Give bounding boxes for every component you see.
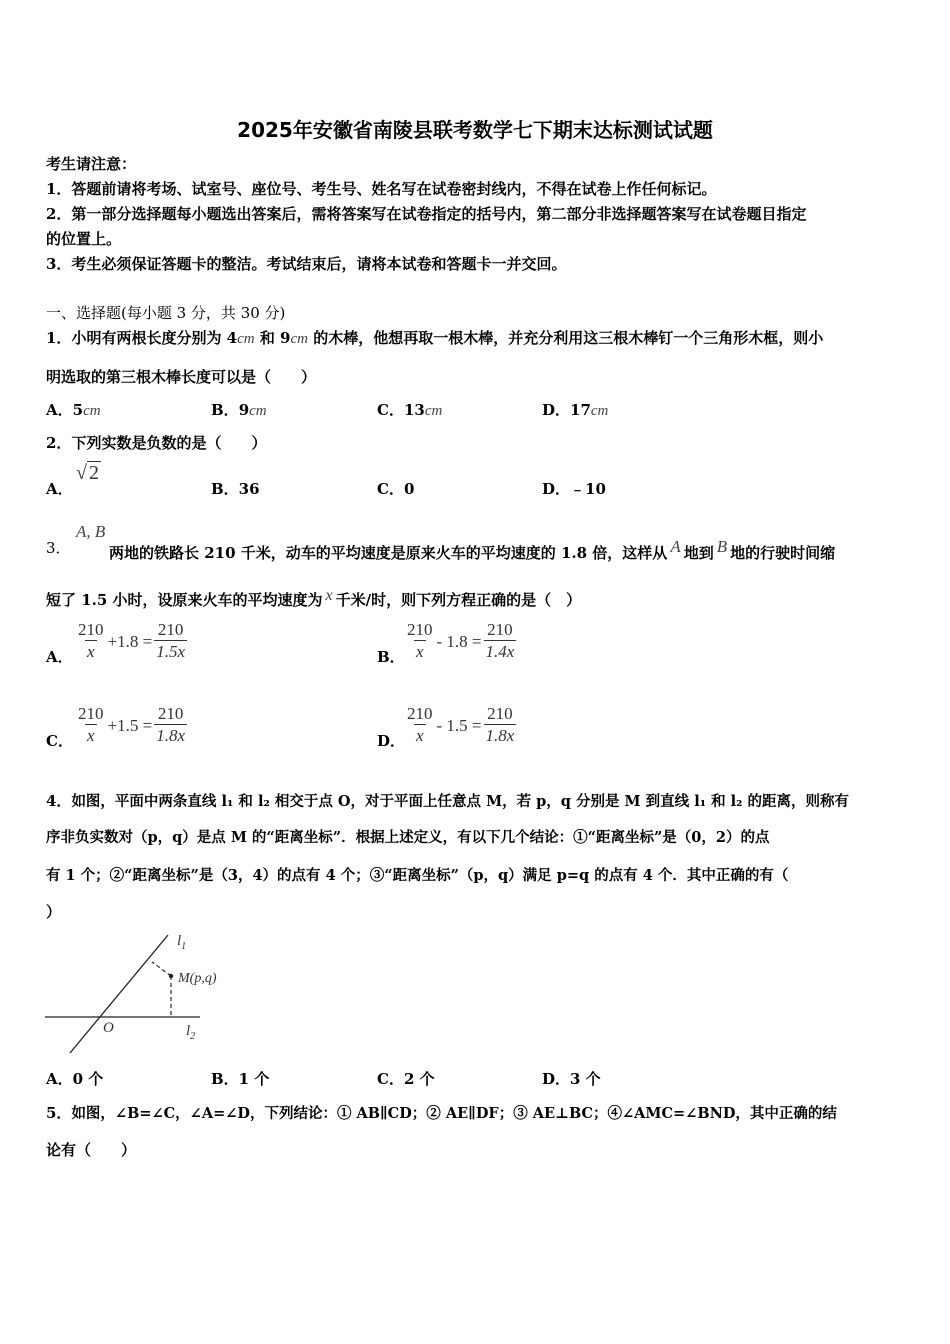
point-m	[169, 974, 173, 978]
notice-header: 考生请注意：	[46, 155, 137, 173]
question-1-line-1: 1．小明有两根长度分别为 4cm 和 9cm 的木棒，他想再取一根木棒，并充分利用这三根木棒钉一个三角形木框，则小	[46, 329, 824, 347]
q4-option-a: A．0 个	[46, 1070, 104, 1088]
q1-option-d: D．17cm	[542, 401, 609, 419]
q3-ab-label: A, B	[76, 522, 106, 541]
q1-option-b: B．9cm	[211, 401, 267, 419]
question-3-line-2: 短了 1.5 小时，设原来火车的平均速度为 x 千米/时，则下列方程正确的是（ ）	[46, 587, 582, 609]
question-4-line-1: 4．如图，平面中两条直线 l₁ 和 l₂ 相交于点 O，对于平面上任意点 M，若 p，q 分别是 M 到直线 l₁ 和 l₂ 的距离，则称有	[46, 792, 850, 810]
label-m: M(p,q)	[178, 971, 217, 986]
question-5-line-1: 5．如图，∠B=∠C，∠A=∠D，下列结论：① AB∥CD；② AE∥DF；③ AE⊥BC；④∠AMC=∠BND，其中正确的结	[46, 1104, 837, 1122]
line-l1	[70, 935, 168, 1053]
q3-option-b-label: B．	[377, 648, 405, 666]
sqrt-two: √ 2	[76, 462, 99, 484]
label-l2: $l_2$	[186, 1023, 196, 1042]
question-number: 1．	[46, 329, 72, 347]
question-5-line-2: 论有（ ）	[46, 1141, 137, 1159]
q3-option-c-label: C．	[46, 732, 73, 750]
q1-option-a: A．5cm	[46, 401, 101, 419]
question-4-line-4: ）	[46, 903, 62, 921]
label-o: O	[103, 1020, 114, 1036]
q3-option-b-equation: $\frac{210}{x}$ - 1.8 = $\frac{210}{1.4x}$	[407, 620, 515, 661]
q2-option-b: B．36	[211, 480, 260, 498]
question-4-line-3: 有 1 个；②“距离坐标”是（3，4）的点有 4 个；③“距离坐标”（p，q）满足 p=q 的点有 4 个．其中正确的有（	[46, 867, 789, 884]
q2-option-c: C．0	[377, 480, 415, 498]
q3-option-d-equation: $\frac{210}{x}$ - 1.5 = $\frac{210}{1.8x}$	[407, 704, 515, 745]
perpendicular-to-l1	[152, 962, 171, 976]
page-title: 2025年安徽省南陵县联考数学七下期末达标测试试题	[237, 118, 713, 142]
q3-option-a-label: A．	[46, 648, 73, 666]
notice-item-2: 2．第一部分选择题每小题选出答案后，需将答案写在试卷指定的括号内，第二部分非选择题答案写在试卷题目指定	[46, 205, 807, 223]
q4-option-d: D．3 个	[542, 1070, 601, 1088]
label-l1: $l_1$	[177, 933, 187, 952]
notice-item-2-cont: 的位置上。	[46, 230, 122, 248]
section-heading: 一、选择题(每小题 3 分，共 30 分)	[46, 304, 286, 322]
q2-option-d: D．﹣10	[542, 480, 606, 498]
q4-option-b: B．1 个	[211, 1070, 270, 1088]
question-4-line-2: 序非负实数对（p，q）是点 M 的“距离坐标”．根据上述定义，有以下几个结论：①“距离坐标”是（0，2）的点	[46, 829, 770, 846]
q3-option-a-equation: $\frac{210}{x}$ +1.8 = $\frac{210}{1.5x}$	[78, 620, 185, 661]
notice-item-1: 1．答题前请将考场、试室号、座位号、考生号、姓名写在试卷密封线内，不得在试卷上作任何标记。	[46, 180, 717, 198]
q3-option-d-label: D．	[377, 732, 406, 750]
question-1-line-2: 明选取的第三根木棒长度可以是（ ）	[46, 368, 317, 386]
distance-coordinate-figure	[40, 925, 240, 1060]
question-3-line-1: 两地的铁路长 210 千米，动车的平均速度是原来火车的平均速度的 1.8 倍，这样从 A 地到 B 地的行驶时间缩	[109, 537, 836, 562]
notice-item-3: 3．考生必须保证答题卡的整洁。考试结束后，请将本试卷和答题卡一并交回。	[46, 255, 567, 273]
q4-option-c: C．2 个	[377, 1070, 435, 1088]
question-3-number: 3．	[46, 539, 71, 557]
q3-option-c-equation: $\frac{210}{x}$ +1.5 = $\frac{210}{1.8x}$	[78, 704, 185, 745]
q2-option-a: A．	[46, 480, 73, 498]
question-2-stem: 2．下列实数是负数的是（ ）	[46, 434, 267, 452]
q1-option-c: C．13cm	[377, 401, 443, 419]
